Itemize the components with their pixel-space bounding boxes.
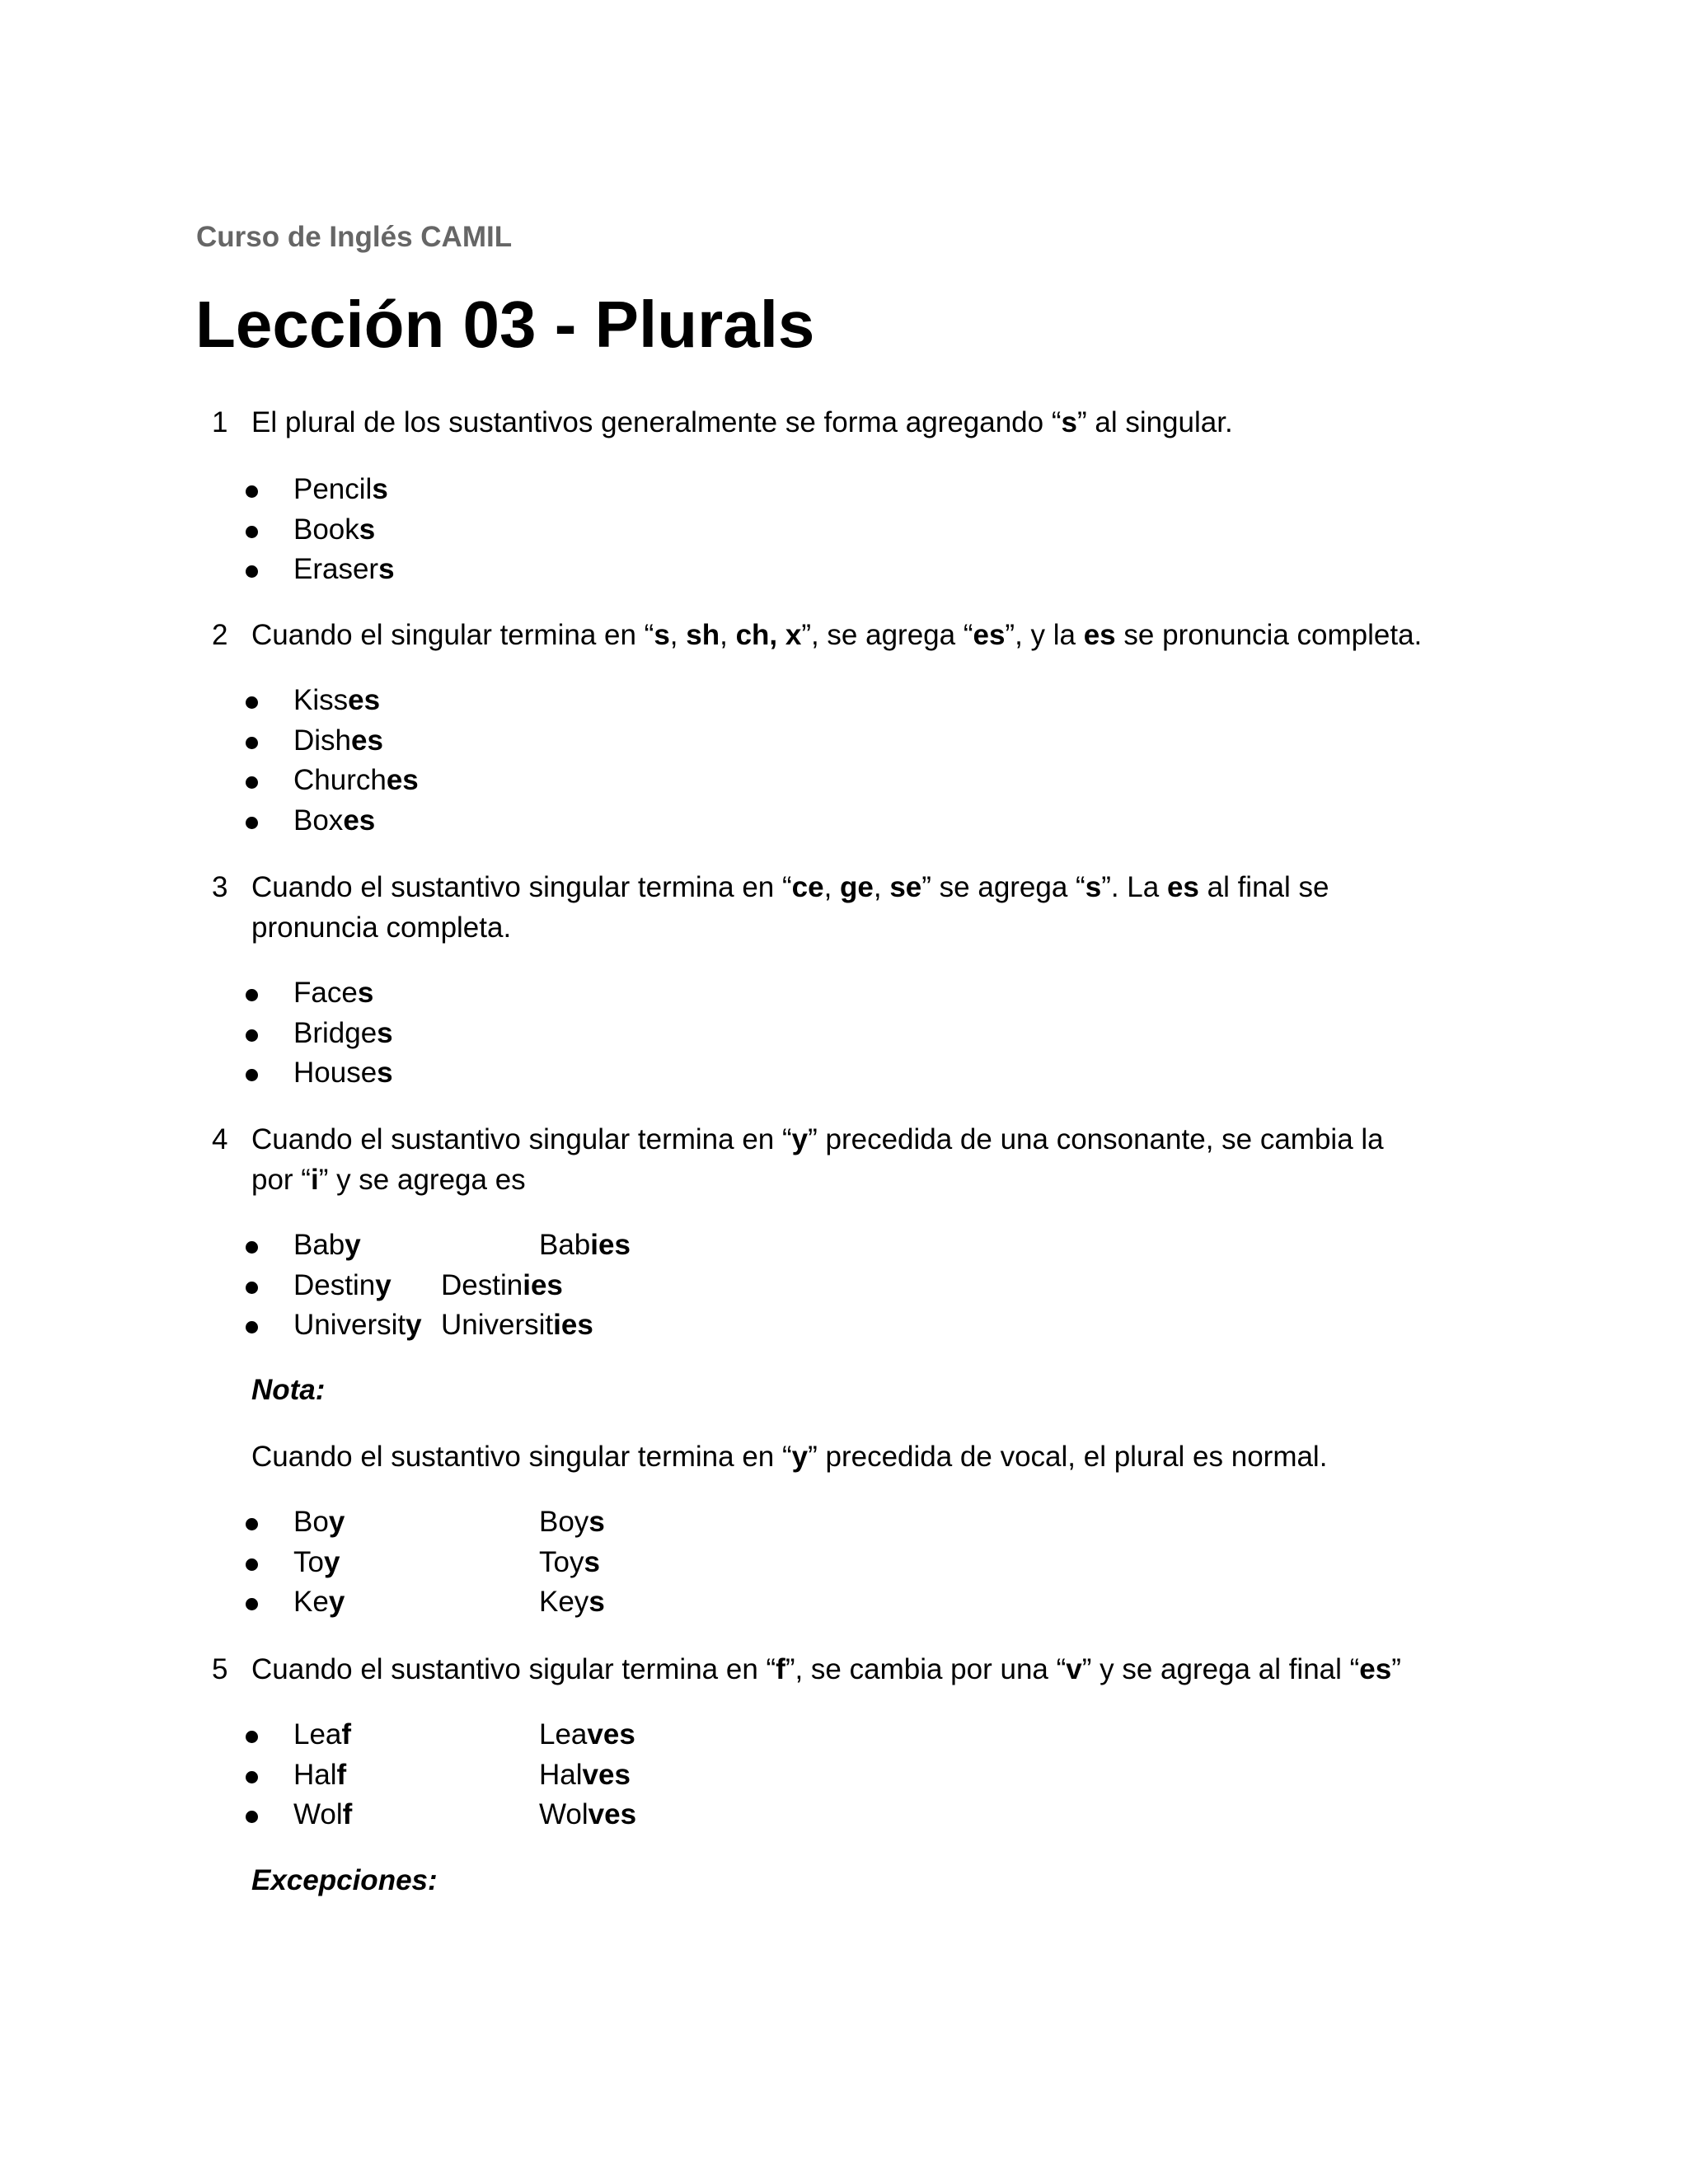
list-item: Boxes (0, 801, 989, 841)
bullet-icon (246, 1598, 258, 1610)
bullet-icon (246, 1282, 258, 1294)
list-item: Destiny Destinies (0, 1266, 989, 1306)
rule-number: 5 (212, 1653, 228, 1685)
bullet-icon (246, 1558, 258, 1571)
bullet-icon (246, 1029, 258, 1042)
bullet-icon (246, 1321, 258, 1333)
rule-2-examples (0, 681, 989, 841)
list-item: Key Keys (0, 1582, 989, 1623)
bullet-icon (246, 1771, 258, 1783)
list-item: Books (0, 510, 989, 551)
rule-number: 4 (212, 1123, 228, 1155)
bullet-icon (246, 526, 258, 538)
bullet-icon (246, 1069, 258, 1081)
list-item: Toy Toys (0, 1543, 989, 1583)
rule-text: Cuando el sustantivo singular termina en “ce, ge, se” se agrega “s”. La es al final se pronuncia completa. (251, 871, 1329, 944)
course-name: Curso de Inglés CAMIL (196, 221, 513, 253)
rule-1-examples (0, 470, 989, 590)
list-item: Bridges (0, 1014, 989, 1054)
list-item: Dishes (0, 721, 989, 762)
list-item: Churches (0, 761, 989, 801)
list-item: Baby Babies (0, 1226, 989, 1266)
rule-5-examples (0, 1715, 989, 1835)
rule-text: Cuando el singular termina en “s, sh, ch, x”, se agrega “es”, y la es se pronuncia completa. (251, 619, 1423, 651)
exceptions-heading: Excepciones: (251, 1864, 438, 1896)
list-item: University Universities (0, 1305, 989, 1346)
bullet-icon (246, 565, 258, 578)
rule-4-examples (0, 1226, 989, 1346)
rule-3-examples (0, 973, 989, 1094)
rule-number: 3 (212, 871, 228, 903)
list-item: Faces (0, 973, 989, 1014)
list-item: Erasers (0, 550, 989, 590)
bullet-icon (246, 776, 258, 789)
bullet-icon (246, 1241, 258, 1254)
bullet-icon (246, 696, 258, 709)
bullet-icon (246, 737, 258, 749)
list-item: Kisses (0, 681, 989, 721)
bullet-icon (246, 1811, 258, 1823)
rule-text: Cuando el sustantivo singular termina en “y” precedida de una consonante, se cambia la por “i” y se agrega es (251, 1123, 1384, 1196)
list-item: Houses (0, 1053, 989, 1094)
bullet-icon (246, 485, 258, 498)
note-examples (0, 1502, 989, 1623)
note-text: Cuando el sustantivo singular termina en “y” precedida de vocal, el plural es normal. (251, 1441, 1328, 1473)
note-heading: Nota: (251, 1374, 326, 1406)
list-item: Half Halves (0, 1755, 989, 1796)
bullet-icon (246, 989, 258, 1001)
bullet-icon (246, 1731, 258, 1743)
list-item: Leaf Leaves (0, 1715, 989, 1755)
list-item: Boy Boys (0, 1502, 989, 1543)
rule-text: El plural de los sustantivos generalmente se forma agregando “s” al singular. (251, 406, 1233, 438)
rule-number: 2 (212, 619, 228, 651)
bullet-icon (246, 817, 258, 829)
rule-text: Cuando el sustantivo sigular termina en “f”, se cambia por una “v” y se agrega al final “es” (251, 1653, 1401, 1685)
bullet-icon (246, 1518, 258, 1530)
list-item: Wolf Wolves (0, 1795, 989, 1835)
rule-number: 1 (212, 406, 228, 438)
page-title: Lección 03 - Plurals (195, 288, 815, 361)
list-item: Pencils (0, 470, 989, 510)
